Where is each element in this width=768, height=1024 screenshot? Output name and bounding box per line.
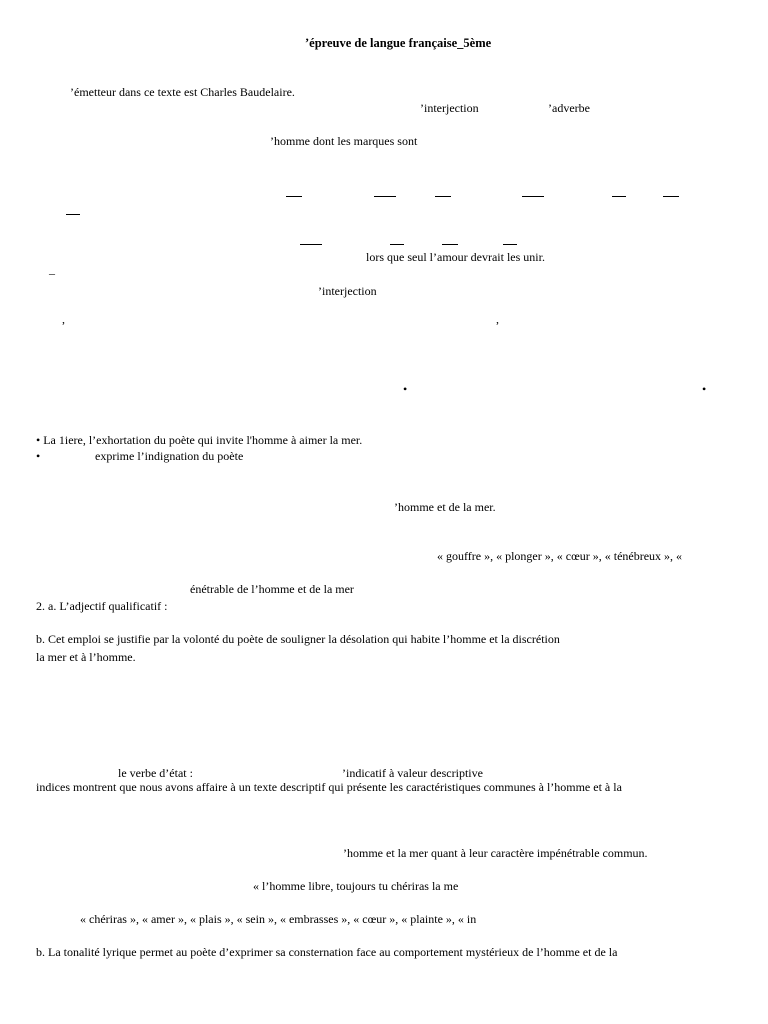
blank-dash — [374, 196, 396, 197]
text-mark: – — [49, 266, 55, 280]
text-line: le verbe d’état : — [118, 766, 193, 780]
text-line: « gouffre », « plonger », « cœur », « ténébreux », « — [437, 549, 683, 563]
text-line: ’indicatif à valeur descriptive — [342, 766, 483, 780]
text-line: b. Cet emploi se justifie par la volonté du poète de souligner la désolation qui habite l’homme et la discrétion — [36, 632, 560, 646]
bullet: • — [702, 382, 707, 396]
text-line: b. La tonalité lyrique permet au poète d’exprimer sa consternation face au comportement mystérieux de l’homme et de la — [36, 945, 618, 959]
text-line: 2. a. L’adjectif qualificatif : — [36, 599, 168, 613]
text-mark: , — [62, 312, 65, 326]
blank-dash — [286, 196, 302, 197]
text-line: énétrable de l’homme et de la mer — [190, 582, 354, 596]
text-line: « l’homme libre, toujours tu chériras la me — [253, 879, 459, 893]
text-line: la mer et à l’homme. — [36, 650, 136, 664]
text-line: ’adverbe — [548, 101, 590, 115]
text-line: ’émetteur dans ce texte est Charles Baudelaire. — [70, 85, 295, 99]
text-line: exprime l’indignation du poète — [95, 449, 244, 463]
blank-dash — [503, 244, 517, 245]
blank-dash — [522, 196, 544, 197]
text-line: indices montrent que nous avons affaire à un texte descriptif qui présente les caractéristiques communes à l’homme et à la — [36, 780, 622, 794]
blank-dash — [442, 244, 458, 245]
text-line: ’homme et de la mer. — [394, 500, 496, 514]
text-line: ’homme dont les marques sont — [270, 134, 418, 148]
blank-dash — [435, 196, 451, 197]
blank-dash — [300, 244, 322, 245]
text-mark: , — [496, 312, 499, 326]
blank-dash — [663, 196, 679, 197]
bullet: • — [403, 382, 408, 396]
bullet: • — [36, 449, 41, 463]
blank-dash — [612, 196, 626, 197]
blank-dash — [66, 214, 80, 215]
text-line: ’homme et la mer quant à leur caractère impénétrable commun. — [343, 846, 648, 860]
text-line: • La 1iere, l’exhortation du poète qui invite l'homme à aimer la mer. — [36, 433, 363, 447]
text-line: « chériras », « amer », « plais », « sein », « embrasses », « cœur », « plainte », « in — [80, 912, 477, 926]
page-title: ’épreuve de langue française_5ème — [305, 36, 492, 50]
text-line: ’interjection — [420, 101, 479, 115]
text-line: lors que seul l’amour devrait les unir. — [366, 250, 545, 264]
blank-dash — [390, 244, 404, 245]
text-line: ’interjection — [318, 284, 377, 298]
